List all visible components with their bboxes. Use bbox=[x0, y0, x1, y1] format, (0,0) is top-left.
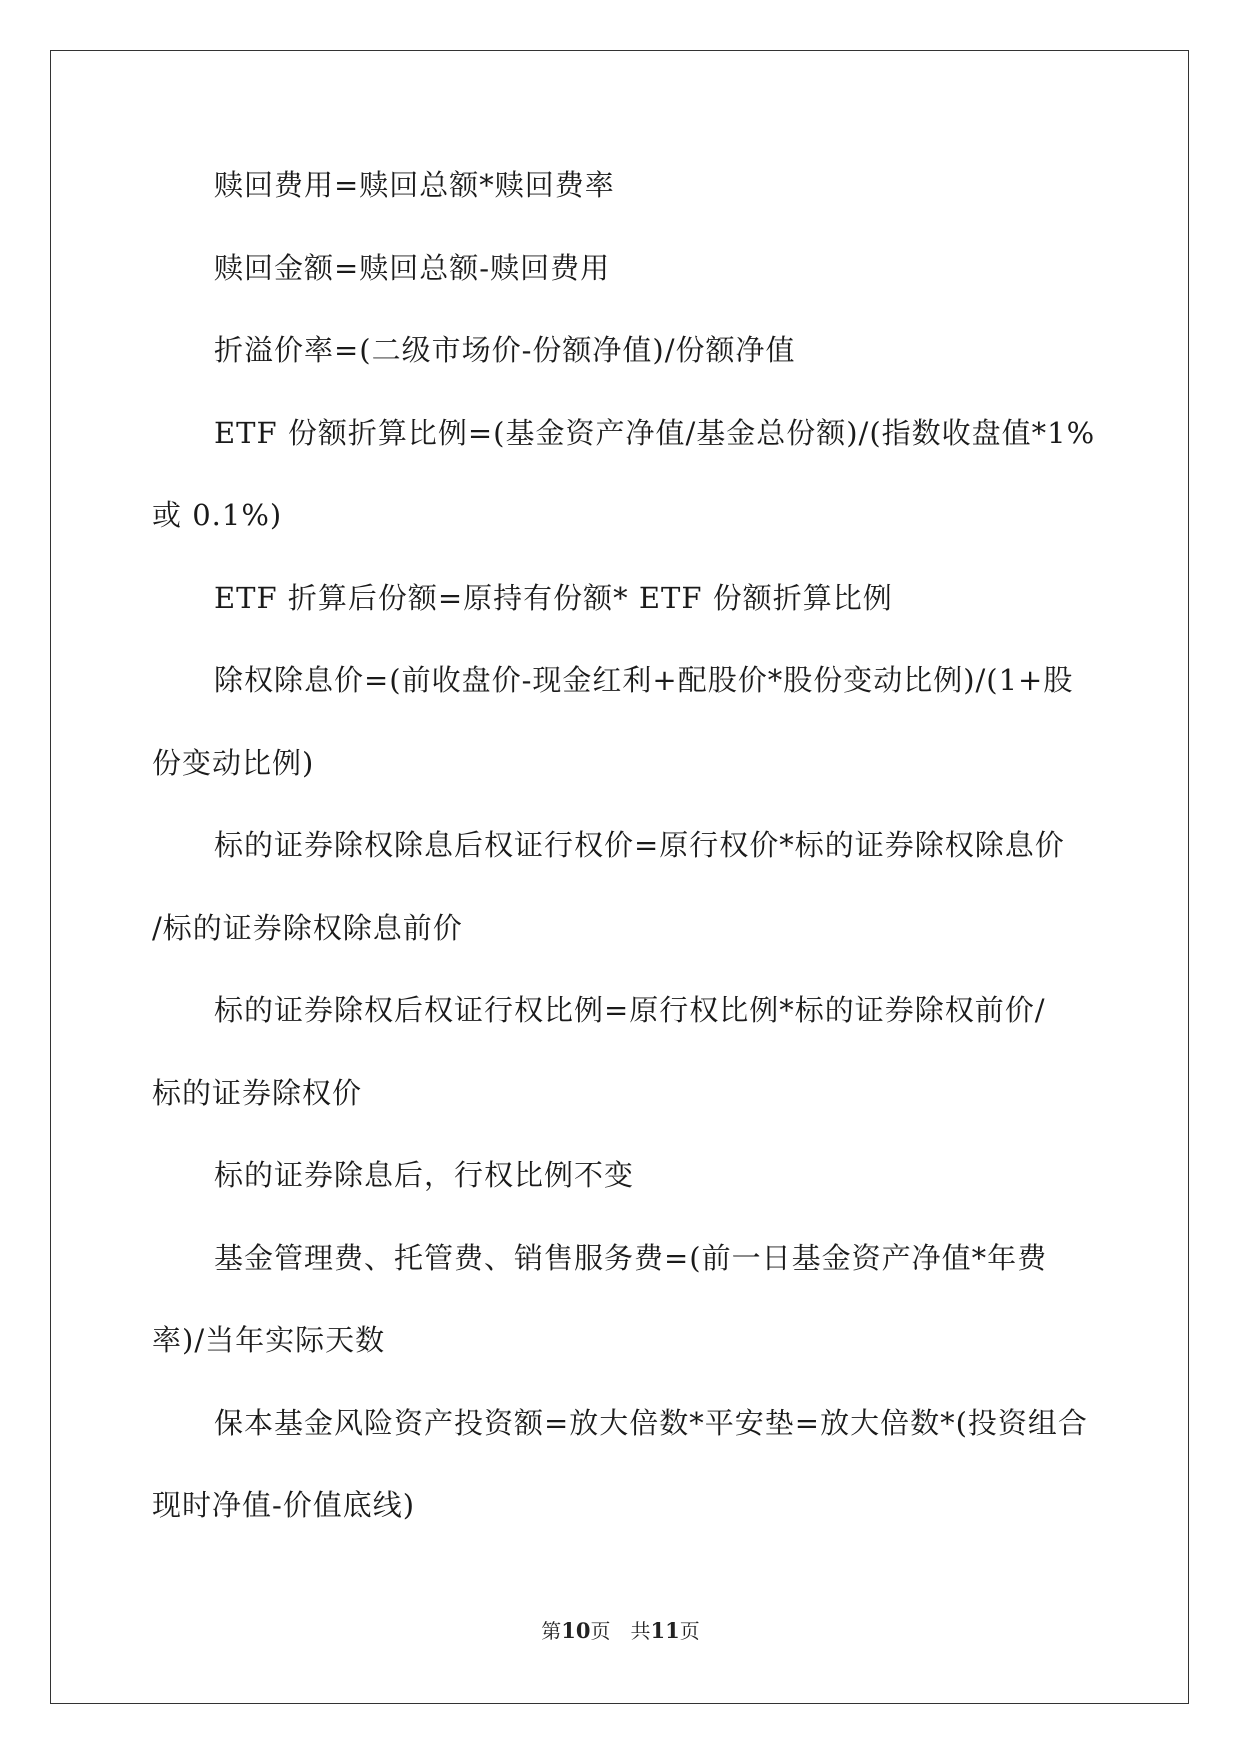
formula-redemption-amount: 赎回金额=赎回总额-赎回费用 bbox=[214, 250, 611, 285]
formula-ex-rights-price-cont: 份变动比例) bbox=[152, 745, 315, 780]
formula-ex-dividend-note: 标的证券除息后，行权比例不变 bbox=[214, 1158, 635, 1192]
formula-fund-fees-cont: 率)/当年实际天数 bbox=[152, 1323, 386, 1357]
formula-redemption-fee: 赎回费用=赎回总额*赎回费率 bbox=[214, 168, 615, 202]
formula-ex-rights-price: 除权除息价=(前收盘价-现金红利+配股价*股份变动比例)/(1+股 bbox=[214, 663, 1074, 697]
formula-premium-rate: 折溢价率=(二级市场价-份额净值)/份额净值 bbox=[214, 333, 796, 367]
formula-guaranteed-fund: 保本基金风险资产投资额=放大倍数*平安垫=放大倍数*(投资组合 bbox=[214, 1405, 1088, 1440]
footer-prefix: 第 bbox=[541, 1619, 562, 1643]
formula-etf-shares: ETF 折算后份额=原持有份额* ETF 份额折算比例 bbox=[214, 580, 893, 615]
formula-guaranteed-fund-cont: 现时净值-价值底线) bbox=[152, 1488, 416, 1522]
formula-warrant-strike-cont: /标的证券除权除息前价 bbox=[152, 910, 463, 945]
footer-page-number: 10 bbox=[561, 1618, 591, 1643]
formula-fund-fees: 基金管理费、托管费、销售服务费=(前一日基金资产净值*年费 bbox=[214, 1240, 1048, 1275]
formula-etf-ratio-cont: 或 0.1%) bbox=[152, 498, 283, 532]
formula-etf-ratio: ETF 份额折算比例=(基金资产净值/基金总份额)/(指数收盘值*1% bbox=[214, 415, 1096, 450]
formula-warrant-strike: 标的证券除权除息后权证行权价=原行权价*标的证券除权除息价 bbox=[214, 828, 1065, 862]
page-footer bbox=[0, 1619, 1241, 1643]
footer-page-unit: 页 bbox=[590, 1619, 611, 1643]
formula-warrant-ratio-cont: 标的证券除权价 bbox=[152, 1075, 363, 1110]
footer-total-unit: 页 bbox=[679, 1619, 700, 1643]
footer-total-prefix: 共 bbox=[630, 1619, 651, 1643]
formula-warrant-ratio: 标的证券除权后权证行权比例=原行权比例*标的证券除权前价/ bbox=[214, 993, 1046, 1027]
footer-total-pages: 11 bbox=[650, 1618, 680, 1643]
document-body bbox=[152, 165, 1096, 1568]
